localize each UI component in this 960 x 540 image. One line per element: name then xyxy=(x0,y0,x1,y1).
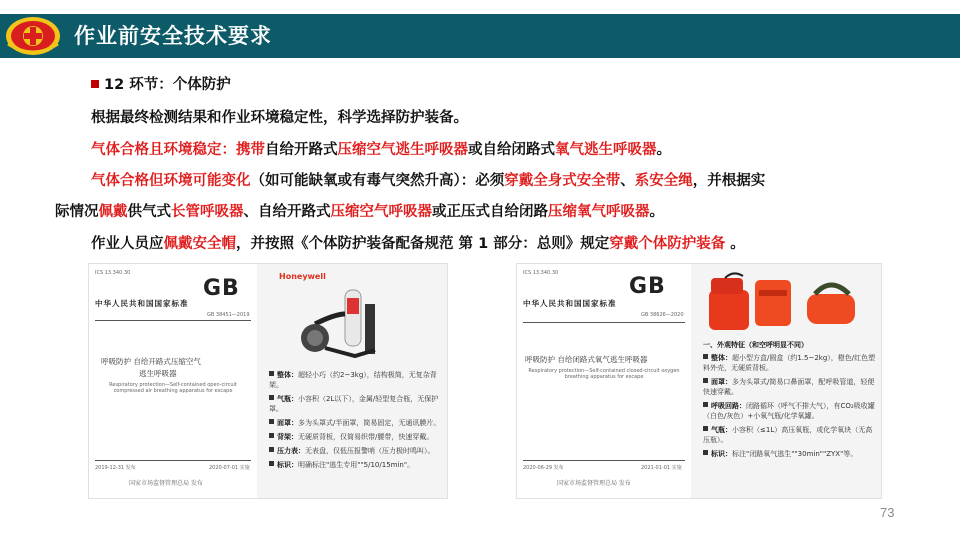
section-heading: 12 环节：个体防护 xyxy=(91,75,231,95)
feature-key: 压力表： xyxy=(277,447,305,455)
feature-list xyxy=(269,370,445,474)
page-number: 73 xyxy=(880,505,895,520)
text-run: 携带 xyxy=(236,142,265,158)
feature-key: 整体： xyxy=(277,371,298,379)
text-run: 际情况 xyxy=(55,204,99,220)
text-run: 、自给开路式 xyxy=(243,204,331,220)
brand-label: Honeywell xyxy=(279,272,326,281)
text-run: 长管呼吸器 xyxy=(171,204,244,220)
bullet-icon xyxy=(703,378,708,383)
feature-key: 面罩： xyxy=(277,419,298,427)
bullet-icon xyxy=(703,354,708,359)
text-run: 或正压式自给闭路 xyxy=(432,204,548,220)
oxygen-escape-apparatus-image xyxy=(703,270,873,334)
safety-emblem-icon xyxy=(4,14,62,58)
feature-item xyxy=(269,446,445,456)
bullet-icon xyxy=(269,419,274,424)
feature-value: 小容积（2L以下），金属/轻型复合瓶，无保护罩。 xyxy=(269,395,439,413)
feature-key: 标识： xyxy=(711,450,732,458)
bullet-icon xyxy=(703,402,708,407)
standard-title-line-1: 呼吸防护 自给闭路式氧气逃生呼吸器 xyxy=(525,355,648,364)
standard-title-line-2: 逃生呼吸器 xyxy=(139,369,177,378)
gb-logo: GB xyxy=(629,274,666,299)
paragraph-3-line-1 xyxy=(91,171,765,191)
feature-key: 气瓶： xyxy=(277,395,298,403)
standard-country: 中华人民共和国国家标准 xyxy=(523,299,617,308)
gb-logo: GB xyxy=(203,276,240,301)
feature-list-title: 一、外观特征（和空呼明显不同） xyxy=(703,341,808,349)
feature-value: 多为头罩式/半面罩，简易固定，无通讯膜片。 xyxy=(298,419,441,427)
page-title: 作业前安全技术要求 xyxy=(74,24,272,48)
bullet-icon xyxy=(703,450,708,455)
feature-key: 背架： xyxy=(277,433,298,441)
text-run: 。 xyxy=(725,236,745,252)
text-run: 佩戴安全帽 xyxy=(163,236,236,252)
bullet-icon xyxy=(703,426,708,431)
text-run: 气体合格但环境可能变化 xyxy=(91,173,251,189)
bullet-icon xyxy=(269,395,274,400)
text-run: 穿戴全身式安全带 xyxy=(504,173,621,189)
bullet-icon xyxy=(269,461,274,466)
text-run: 、 xyxy=(620,173,635,189)
text-run: 。 xyxy=(656,142,671,158)
feature-value: 多为头罩式/简易口鼻面罩，配呼吸管道，轻便快速穿戴。 xyxy=(703,378,875,396)
text-run: 系安全绳 xyxy=(634,173,693,189)
feature-value: 明确标注"逃生专用""5/10/15min"。 xyxy=(298,461,415,469)
paragraph-4 xyxy=(91,234,745,254)
paragraph-3-line-2 xyxy=(55,202,664,222)
standard-country: 中华人民共和国国家标准 xyxy=(95,299,189,308)
paragraph-2 xyxy=(91,140,671,160)
feature-item xyxy=(269,394,445,414)
feature-item xyxy=(269,370,445,390)
feature-item xyxy=(269,432,445,442)
feature-item xyxy=(703,449,879,459)
text-run: （如可能缺氧或有毒气突然升高）：必须 xyxy=(250,173,505,189)
text-run: 自给开路式 xyxy=(265,142,338,158)
feature-item xyxy=(703,425,879,445)
feature-value: 无表盘，仅低压报警哨（压力极时鸣叫）。 xyxy=(305,447,435,455)
text-run: 压缩空气呼吸器 xyxy=(330,204,432,220)
square-bullet-icon xyxy=(91,80,99,88)
feature-item xyxy=(703,401,879,421)
feature-item xyxy=(703,377,879,397)
feature-item xyxy=(703,353,879,373)
feature-item xyxy=(269,418,445,428)
feature-item xyxy=(269,460,445,470)
feature-key: 呼吸回路： xyxy=(711,402,746,410)
standard-cover: ICS 13.340.30 GB 中华人民共和国国家标准 GB 38451—2019 呼吸防护 自给开路式压缩空气 逃生呼吸器 Respiratory protection—Self-contained open-circuit compressed air breathing apparatus for escape 2019-12-31 发布 2020-07-01 实施 国家市场监督管理总局 发布 xyxy=(89,264,257,499)
feature-value: 标注"闭路氧气逃生""30min""ZYX"等。 xyxy=(732,450,858,458)
text-run: 压缩空气逃生呼吸器 xyxy=(337,142,468,158)
feature-value: 无硬质背板，仅简易织带/腰带，快速穿戴。 xyxy=(298,433,434,441)
text-run: 作业人员应 xyxy=(91,236,164,252)
text-run: 或自给闭路式 xyxy=(468,142,555,158)
text-run: 压缩氧气呼吸器 xyxy=(548,204,650,220)
feature-key: 面罩： xyxy=(711,378,732,386)
image-card-open-circuit xyxy=(88,263,448,499)
text-run: 穿戴个体防护装备 xyxy=(609,236,726,252)
text-run: 供气式 xyxy=(127,204,171,220)
feature-key: 标识： xyxy=(277,461,298,469)
feature-value: 小容积（≤1L）高压氧瓶，或化学氧块（无高压瓶）。 xyxy=(703,426,873,444)
bullet-icon xyxy=(269,371,274,376)
feature-key: 气瓶： xyxy=(711,426,732,434)
breathing-apparatus-image xyxy=(285,284,395,366)
text-run: 气体合格且环境稳定： xyxy=(91,142,236,158)
text-run: 氧气逃生呼吸器 xyxy=(555,142,657,158)
bullet-icon xyxy=(269,433,274,438)
standard-title-line-1: 呼吸防护 自给开路式压缩空气 xyxy=(101,357,201,366)
feature-value: 超轻小巧（约2~3kg），结构极简，无复杂背架。 xyxy=(269,371,437,389)
paragraph-1: 根据最终检测结果和作业环境稳定性，科学选择防护装备。 xyxy=(91,110,468,126)
text-run: 。 xyxy=(649,204,664,220)
bullet-icon xyxy=(269,447,274,452)
feature-value: 超小型方盒/圆盒（约1.5~2kg），橙色/红色塑料外壳，无硬质背板。 xyxy=(703,354,876,372)
feature-list xyxy=(703,340,879,463)
image-card-closed-circuit xyxy=(516,263,882,499)
feature-key: 整体： xyxy=(711,354,732,362)
standard-cover: ICS 13.340.30 GB 中华人民共和国国家标准 GB 38626—2020 呼吸防护 自给闭路式氧气逃生呼吸器 Respiratory protection—Self-contained closed-circuit oxygen breathing apparatus for escape 2020-06-29 发布 2021-01-01 实施 国家市场监督管理总局 发布 xyxy=(517,264,691,499)
text-run: ，并根据实 xyxy=(692,173,766,189)
text-run: ，并按照《个体防护装备配备规范 第 1 部分：总则》规定 xyxy=(236,236,610,252)
feature-value: 闭路循环（呼气不排大气），有CO₂吸收罐（白色/灰色）+小氧气瓶/化学氧罐。 xyxy=(703,402,875,420)
text-run: 佩戴 xyxy=(98,204,128,220)
